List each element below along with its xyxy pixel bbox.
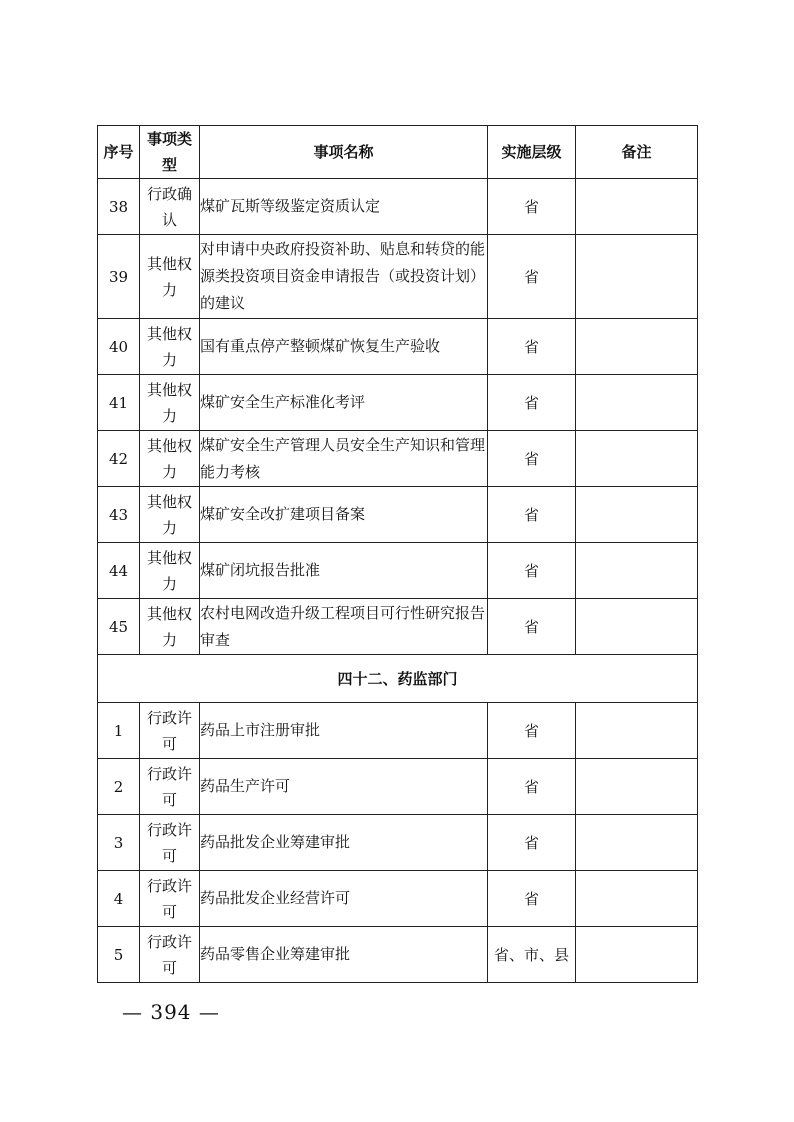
row-serial: 39 <box>98 235 140 319</box>
row-serial: 38 <box>98 179 140 235</box>
row-name: 农村电网改造升级工程项目可行性研究报告审查 <box>200 599 488 655</box>
row-serial: 1 <box>98 703 140 759</box>
row-remark <box>576 235 698 319</box>
table-row <box>98 487 698 543</box>
row-remark <box>576 599 698 655</box>
row-remark <box>576 319 698 375</box>
row-level: 省 <box>488 703 576 759</box>
row-type: 其他权力 <box>140 319 200 375</box>
row-type: 其他权力 <box>140 235 200 319</box>
row-serial: 45 <box>98 599 140 655</box>
table-row <box>98 235 698 319</box>
row-name: 煤矿安全生产管理人员安全生产知识和管理能力考核 <box>200 431 488 487</box>
row-remark <box>576 703 698 759</box>
row-remark <box>576 759 698 815</box>
row-name: 药品上市注册审批 <box>200 703 488 759</box>
row-serial: 5 <box>98 927 140 983</box>
table-row <box>98 543 698 599</box>
table-row <box>98 927 698 983</box>
row-name: 药品批发企业经营许可 <box>200 871 488 927</box>
table-row <box>98 759 698 815</box>
row-serial: 4 <box>98 871 140 927</box>
power-list-table <box>97 125 698 983</box>
row-serial: 43 <box>98 487 140 543</box>
row-type: 其他权力 <box>140 487 200 543</box>
row-level: 省 <box>488 235 576 319</box>
row-type: 其他权力 <box>140 543 200 599</box>
row-serial: 2 <box>98 759 140 815</box>
row-remark <box>576 543 698 599</box>
row-serial: 42 <box>98 431 140 487</box>
header-remark: 备注 <box>576 126 698 179</box>
row-serial: 44 <box>98 543 140 599</box>
row-type: 其他权力 <box>140 599 200 655</box>
header-serial: 序号 <box>98 126 140 179</box>
row-remark <box>576 375 698 431</box>
header-item-type: 事项类型 <box>140 126 200 179</box>
row-name: 国有重点停产整顿煤矿恢复生产验收 <box>200 319 488 375</box>
table-row <box>98 431 698 487</box>
row-level: 省 <box>488 759 576 815</box>
row-type: 行政许可 <box>140 815 200 871</box>
table-row <box>98 815 698 871</box>
row-type: 行政确认 <box>140 179 200 235</box>
row-remark <box>576 815 698 871</box>
row-name: 煤矿闭坑报告批准 <box>200 543 488 599</box>
row-level: 省 <box>488 179 576 235</box>
row-level: 省、市、县 <box>488 927 576 983</box>
row-serial: 40 <box>98 319 140 375</box>
row-level: 省 <box>488 319 576 375</box>
row-remark <box>576 871 698 927</box>
row-remark <box>576 927 698 983</box>
row-name: 煤矿安全改扩建项目备案 <box>200 487 488 543</box>
header-item-name: 事项名称 <box>200 126 488 179</box>
row-type: 行政许可 <box>140 927 200 983</box>
row-level: 省 <box>488 487 576 543</box>
row-level: 省 <box>488 599 576 655</box>
row-level: 省 <box>488 871 576 927</box>
row-serial: 41 <box>98 375 140 431</box>
table-row <box>98 703 698 759</box>
row-name: 对申请中央政府投资补助、贴息和转贷的能源类投资项目资金申请报告（或投资计划）的建议 <box>200 235 488 319</box>
row-level: 省 <box>488 815 576 871</box>
row-type: 行政许可 <box>140 871 200 927</box>
row-type: 其他权力 <box>140 431 200 487</box>
row-name: 药品零售企业筹建审批 <box>200 927 488 983</box>
page-number: — 394 — <box>122 1000 220 1024</box>
row-remark <box>576 179 698 235</box>
table-row <box>98 871 698 927</box>
section-header-row <box>98 655 698 703</box>
row-name: 煤矿瓦斯等级鉴定资质认定 <box>200 179 488 235</box>
table-row <box>98 179 698 235</box>
row-serial: 3 <box>98 815 140 871</box>
row-level: 省 <box>488 543 576 599</box>
row-remark <box>576 487 698 543</box>
section-title: 四十二、药监部门 <box>98 655 698 703</box>
row-remark <box>576 431 698 487</box>
row-name: 药品批发企业筹建审批 <box>200 815 488 871</box>
row-name: 药品生产许可 <box>200 759 488 815</box>
table-row <box>98 375 698 431</box>
table-row <box>98 599 698 655</box>
row-level: 省 <box>488 431 576 487</box>
row-type: 行政许可 <box>140 703 200 759</box>
table-row <box>98 319 698 375</box>
row-name: 煤矿安全生产标准化考评 <box>200 375 488 431</box>
row-type: 行政许可 <box>140 759 200 815</box>
row-level: 省 <box>488 375 576 431</box>
row-type: 其他权力 <box>140 375 200 431</box>
table-header-row <box>98 126 698 179</box>
header-level: 实施层级 <box>488 126 576 179</box>
